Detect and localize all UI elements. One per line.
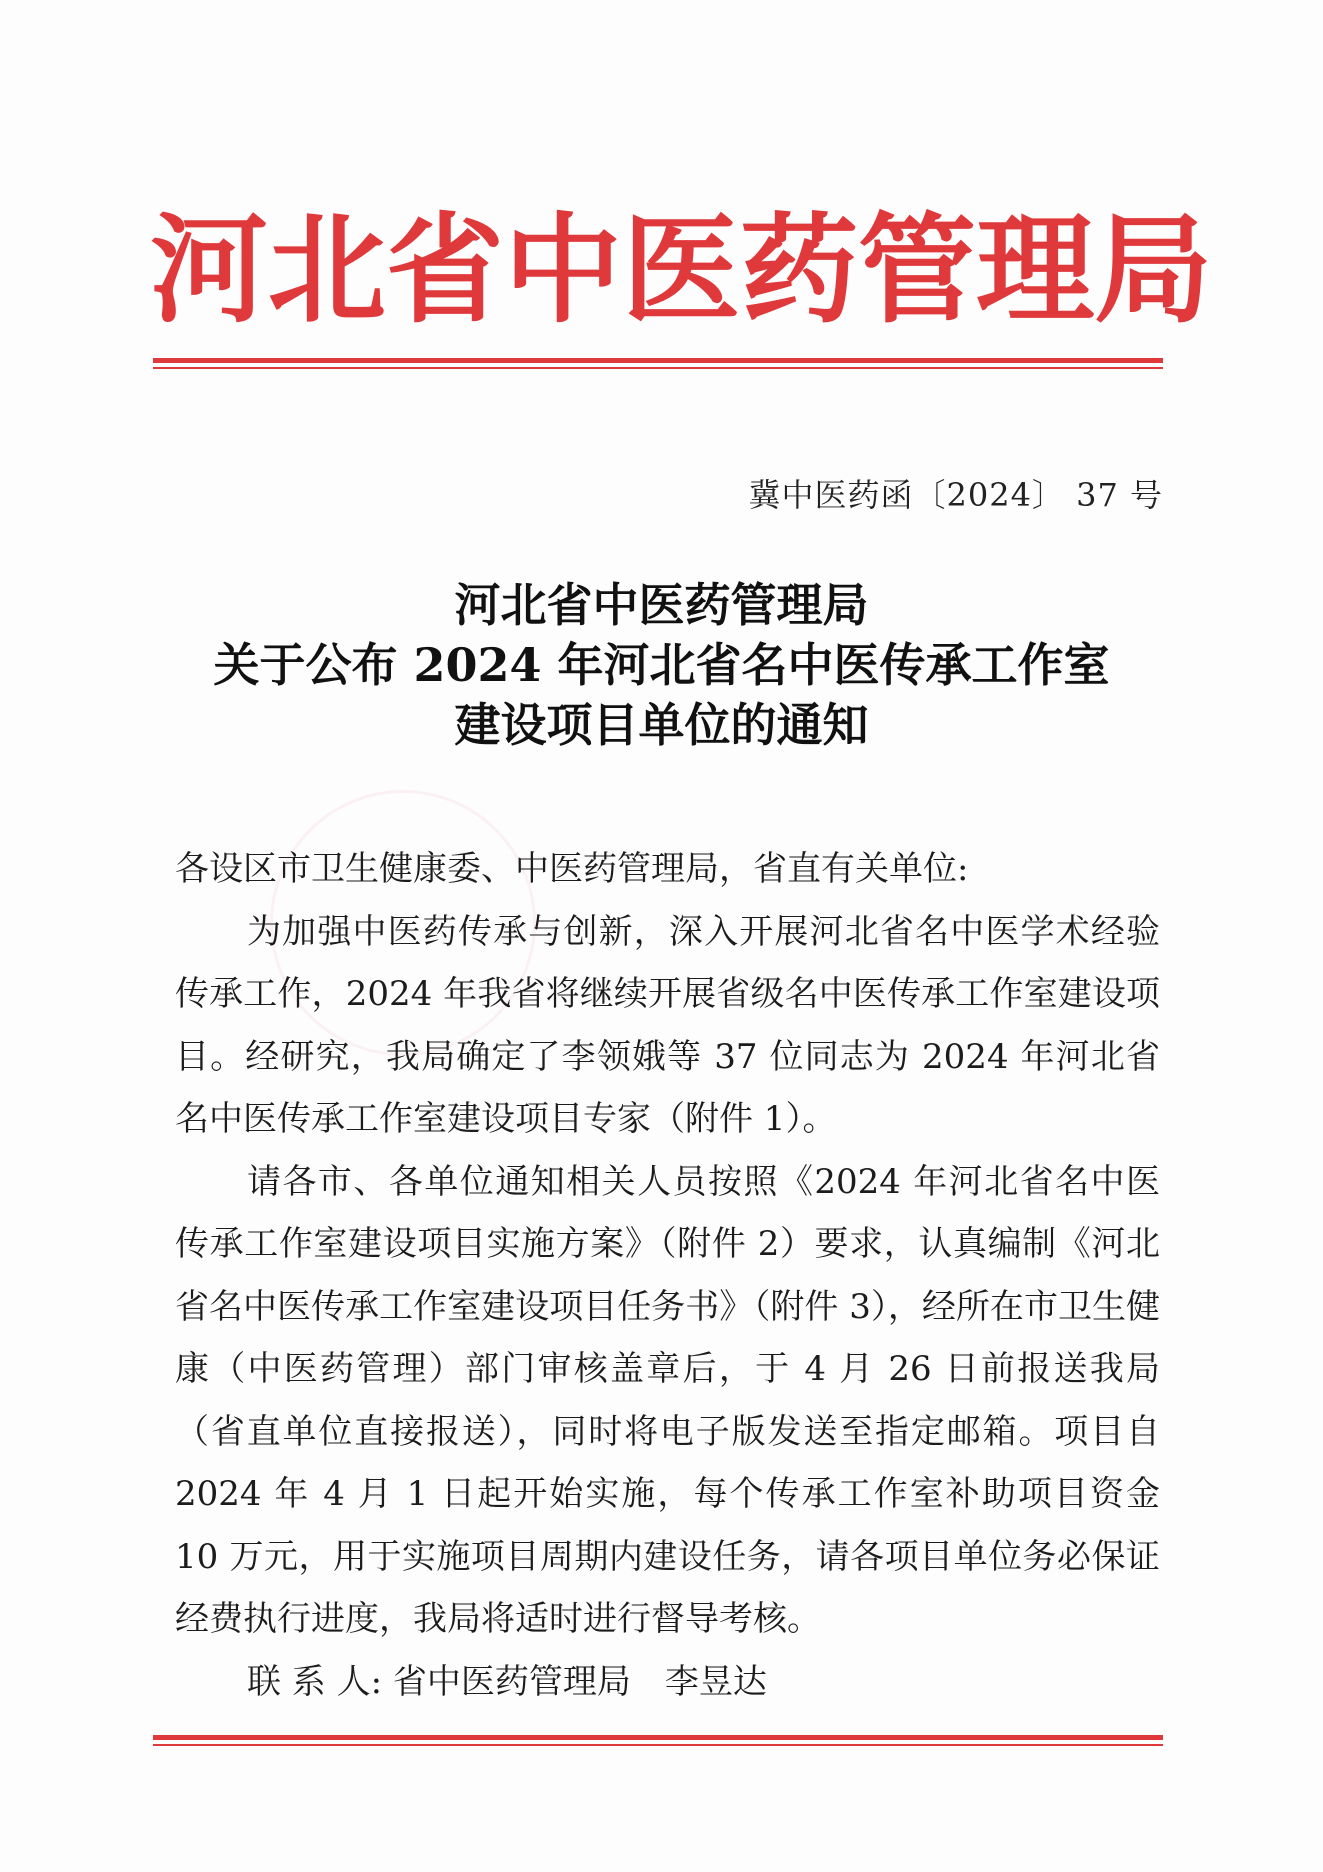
- body-paragraph-1: 为加强中医药传承与创新，深入开展河北省名中医学术经验传承工作，2024 年我省将继续开展省级名中医传承工作室建设项目。经研究，我局确定了李领娥等 37 位同志为 2024 年河北省名中医传承工作室建设项目专家（附件 1）。: [175, 911, 1160, 1139]
- contact-line: 联 系 人: 省中医药管理局 李昱达: [247, 1661, 767, 1702]
- letterhead-title: [150, 201, 1213, 339]
- divider-thin-line: [153, 1744, 1163, 1746]
- title-line-1: 河北省中医药管理局: [454, 578, 869, 632]
- document-title: [160, 575, 1163, 755]
- letterhead-char: 中: [504, 201, 623, 339]
- letterhead-char: 医: [622, 201, 741, 339]
- document-number: 冀中医药函〔2024〕 37 号: [748, 476, 1163, 514]
- body-paragraph-2: 请各市、各单位通知相关人员按照《2024 年河北省名中医传承工作室建设项目实施方案》（附件 2）要求，认真编制《河北省名中医传承工作室建设项目任务书》（附件 3），经所在市卫生健康（中医药管理）部门审核盖章后，于 4 月 26 日前报送我局（省直单位直接报送），同时将电子版发送至指定邮箱。项目自 2024 年 4 月 1 日起开始实施，每个传承工作室补助项目资金 10 万元，用于实施项目周期内建设任务，请各项目单位务必保证经费执行进度，我局将适时进行督导考核。: [175, 1161, 1160, 1639]
- letterhead-char: 药: [740, 201, 859, 339]
- title-line-2: 关于公布 2024 年河北省名中医传承工作室: [213, 638, 1110, 692]
- letterhead-char: 理: [976, 201, 1095, 339]
- salutation: 各设区市卫生健康委、中医药管理局，省直有关单位:: [175, 849, 969, 889]
- title-line-3: 建设项目单位的通知: [454, 698, 869, 752]
- footer-divider: [153, 1735, 1163, 1746]
- document-body: [175, 838, 1160, 1713]
- letterhead-divider-top: [153, 358, 1163, 369]
- divider-thin-line: [153, 367, 1163, 369]
- letterhead-char: 北: [268, 201, 387, 339]
- letterhead-char: 管: [858, 201, 977, 339]
- letterhead-char: 省: [386, 201, 505, 339]
- letterhead-char: 局: [1094, 201, 1213, 339]
- letterhead-char: 河: [150, 201, 269, 339]
- divider-thick-line: [153, 358, 1163, 363]
- divider-thick-line: [153, 1735, 1163, 1740]
